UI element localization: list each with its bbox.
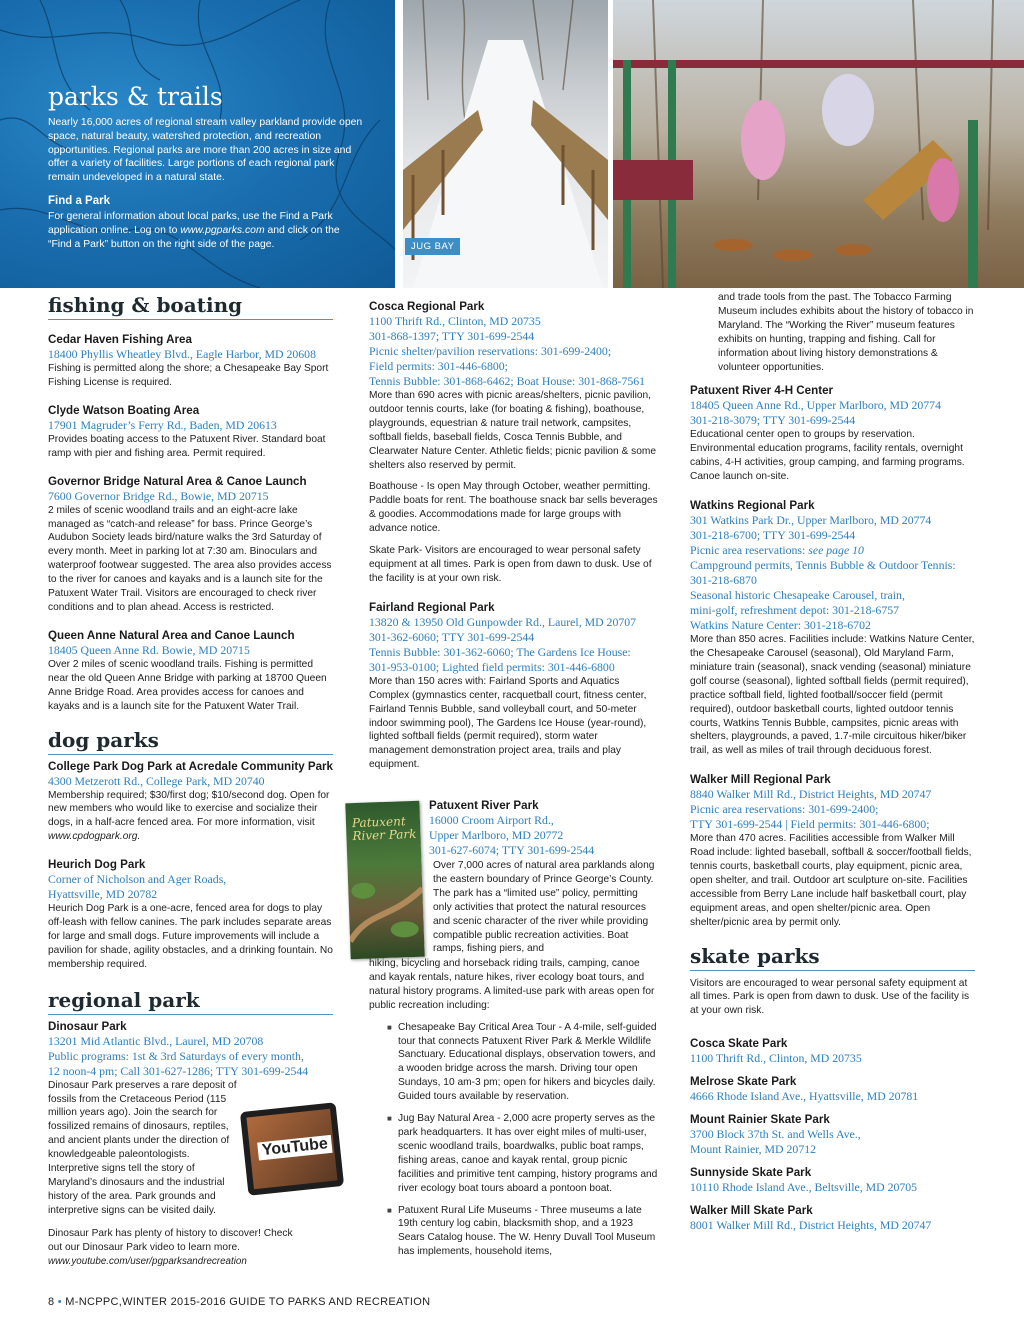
entry-body: Over 7,000 acres of natural area parklands along the eastern boundary of Prince George’s County. The park has a “limited use” policy, permitting only activities that protect the natural resources and scenic character of the river while providing compatible public recreation activities. Boat ramps, fishing piers, and <box>433 860 655 955</box>
skatepark-title: Mount Rainier Skate Park <box>690 1113 830 1127</box>
entry-title: Governor Bridge Natural Area & Canoe Launch <box>48 474 307 488</box>
entry-body: More than 690 acres with picnic areas/shelters, picnic pavilion, outdoor tennis courts, lake (for boating & fishing), boathouse, playgrounds, equestrian & nature trail network, campsites, softball fields, baseball fields, Cosca Tennis Bubble, and Clearwater Nature Center. Athletic fields; picnic pavilion & some shelters also reserved by permit. <box>369 390 657 471</box>
entry-body: Membership required; $30/first dog; $10/second dog. Open for new members who would like to exercise and socialize their dogs, in a half-acre fenced area. For more information, visit www.cpdogpark.org. <box>48 789 330 843</box>
patuxent-continued <box>369 957 659 1259</box>
entry-address: 301-218-3079; TTY 301-699-2544 <box>690 413 856 428</box>
entry-address: Picnic area reservations: 301-699-2400; <box>690 802 879 817</box>
entry-address: 301-627-6074; TTY 301-699-2544 <box>429 843 595 857</box>
section-title-skate-parks: skate parks <box>690 944 975 971</box>
entry-address: 301-868-1397; TTY 301-699-2544 <box>369 329 535 343</box>
entry-address: Tennis Bubble: 301-362-6060; The Gardens Ice House: <box>369 644 631 659</box>
skatepark-title: Melrose Skate Park <box>690 1075 797 1089</box>
find-park-heading: Find a Park <box>48 195 110 207</box>
entry-address: 18405 Queen Anne Rd. Bowie, MD 20715 <box>48 642 250 657</box>
skatepark-address: Mount Rainier, MD 20712 <box>690 1142 817 1157</box>
youtube-logo-icon: YouTube <box>257 1135 333 1161</box>
entry-title: Heurich Dog Park <box>48 858 146 872</box>
entry-address: mini-golf, refreshment depot: 301-218-6757 <box>690 603 900 618</box>
entry-address: 16000 Croom Airport Rd., <box>429 813 554 827</box>
entry-address: 301 Watkins Park Dr., Upper Marlboro, MD 20774 <box>690 513 932 528</box>
entry-address: Picnic shelter/pavilion reservations: 301-699-2400; <box>369 344 612 358</box>
intro-text: Nearly 16,000 acres of regional stream valley parkland provide open space, natural beauty, watershed protection, and recreation opportunities. Regional parks are more than 200 acres in size and offer a variety of facilities. Large portions of each regional park remain undeveloped in a natural state. <box>48 117 363 184</box>
entry-body: Educational center open to groups by reservation. Environmental education programs, facility rentals, overnight cabins, 4-H activities, group camping, and farming programs. Canoe launch on-site. <box>690 429 965 483</box>
boathouse-text: Boathouse - Is open May through October, weather permitting. Paddle boats for rent. The boathouse snack bar sells beverages & goodies. Accommodations made for large groups with advance notice. <box>369 481 658 535</box>
entry-title: Watkins Regional Park <box>690 499 815 513</box>
entry-title: Patuxent River Park <box>429 799 539 812</box>
entry-address: 17901 Magruder’s Ferry Rd., Baden, MD 20613 <box>48 417 277 432</box>
page-title: parks & trails <box>48 82 223 111</box>
entry-title: Patuxent River 4-H Center <box>690 384 834 398</box>
entry-address: 301-218-6870 <box>690 573 757 588</box>
skate-intro: Visitors are encouraged to wear personal safety equipment at all times. Park is open from dawn to dusk. Use of the facility is at your own risk. <box>690 977 970 1017</box>
skatepark-title: Sunnyside Skate Park <box>690 1166 812 1180</box>
page-number: 8 <box>48 1296 55 1308</box>
entry-title: Cosca Regional Park <box>369 300 485 313</box>
entry-address: 13201 Mid Atlantic Blvd., Laurel, MD 20708 <box>48 1033 264 1048</box>
entry-address: Hyattsville, MD 20782 <box>48 887 158 902</box>
entry-address: 13820 & 13950 Old Gunpowder Rd., Laurel, MD 20707 <box>369 614 637 629</box>
entry-address: 8840 Walker Mill Rd., District Heights, MD 20747 <box>690 787 932 802</box>
entry-address: Seasonal historic Chesapeake Carousel, train, <box>690 588 905 603</box>
entry-title: Fairland Regional Park <box>369 600 495 614</box>
entry-address: 301-218-6700; TTY 301-699-2544 <box>690 528 856 543</box>
skatepark-address: 1100 Thrift Rd., Clinton, MD 20735 <box>690 1051 862 1066</box>
entry-title: College Park Dog Park at Acredale Community Park <box>48 759 334 773</box>
entry-address: Field permits: 301-446-6800; <box>369 359 508 373</box>
youtube-link[interactable]: www.youtube.com/user/pgparksandrecreation <box>48 1255 247 1267</box>
bullet-icon: • <box>57 1296 62 1308</box>
entry-address: TTY 301-699-2544 | Field permits: 301-446-6800; <box>690 817 930 832</box>
youtube-tablet[interactable] <box>244 1107 344 1199</box>
skatepark-title: Cosca Skate Park <box>690 1037 788 1051</box>
skatepark-address: 10110 Rhode Island Ave., Beltsville, MD 20705 <box>690 1180 918 1195</box>
skatepark-address: 3700 Block 37th St. and Wells Ave., <box>690 1127 861 1142</box>
footer-text: M-NCPPC,WINTER 2015-2016 GUIDE TO PARKS AND RECREATION <box>65 1296 431 1308</box>
entry-body: More than 850 acres. Facilities include: Watkins Nature Center, the Chesapeake Carousel (seasonal), Old Maryland Farm, miniature train (seasonal), snack vending (seasonal) miniature golf course (seasonal), lighted softball fields (permit required), practice softball field, lighted football/soccer field (permit required), outdoor basketball courts, lighted outdoor tennis courts, Watkins Tennis Bubble, campsites, picnic areas with shelters, playgrounds, a paved, 1.7-mile circuitous hiker/biker trail, as well as miles of trail through deciduous forest. <box>690 634 975 757</box>
patuxent-guide-cover: Patuxent River Park <box>345 801 424 959</box>
entry-address: Tennis Bubble: 301-868-6462; Boat House: 301-868-7561 <box>369 374 646 388</box>
entry-body: YouTube Dinosaur Park preserves a rare deposit of fossils from the Cretaceous Period (115 million years ago). Join the search for fossilized remains of dinosaurs, reptiles, and ancient plants under the direction of knowledgeable paleontologists. Interpretive signs tell the story of Maryland’s dinosaurs and the industrial history of the area. Park grounds and interpretive signs can be visited daily. <box>48 1079 338 1218</box>
find-park-text: For general information about local parks, use the Find a Park application online. Log on to www.pgparks.com and click on the “Find a Park” button on the right side of the page. <box>48 211 340 250</box>
entry-title: Walker Mill Regional Park <box>690 773 831 787</box>
pgparks-link[interactable]: www.pgparks.com <box>180 224 265 236</box>
entry-title: Dinosaur Park <box>48 1019 127 1033</box>
entry-body: More than 150 acres with: Fairland Sports and Aquatics Complex (gymnastics center, racquetball court, fitness center, Fairland Tennis Bubble, sand volleyball court, and 50-meter indoor swimming pool), The Gardens Ice House (year-round), lighted softball fields (permit required), storm water management demonstration project area, trails and play equipment. <box>369 675 647 771</box>
entry-address: Campground permits, Tennis Bubble & Outdoor Tennis: <box>690 558 956 573</box>
page-footer <box>48 1296 430 1308</box>
entry-body: Provides boating access to the Patuxent River. Standard boat ramp with pier and fishing area. Permit required. <box>48 433 326 459</box>
entry-address: Public programs: 1st & 3rd Saturdays of every month, <box>48 1048 304 1063</box>
museums-continued: and trade tools from the past. The Tobacco Farming Museum includes exhibits about the history of tobacco in Maryland. The “Working the River” museum features exhibits on hunting, trapping and fishing. Call for information about living history demonstrations & volunteer opportunities. <box>718 292 974 373</box>
entry-body: 2 miles of scenic woodland trails and an eight-acre lake managed as “catch-and release” for bass. Prince George’s Audubon Society leads bird/nature walks the 3rd Saturday of every month. Meet in parking lot at 7:30 am. Binoculars and waterproof footwear suggested. The area also provides access to the river for canoes and kayaks and is a launch site for the Patuxent Water Trail. Visitors are encouraged to check river conditions and to plan ahead. Access is restricted. <box>48 504 332 613</box>
cpdogpark-link[interactable]: www.cpdogpark.org. <box>48 831 141 843</box>
entry-address: Watkins Nature Center: 301-218-6702 <box>690 618 871 633</box>
entry-address: 4300 Metzerott Rd., College Park, MD 20740 <box>48 773 265 788</box>
entry-address: Upper Marlboro, MD 20772 <box>429 828 564 842</box>
entry-body: Over 2 miles of scenic woodland trails. Fishing is permitted near the old Queen Anne Bridge with parking at 18700 Queen Anne Bridge Road. Area provides access for canoes and kayaks and is a launch site for the Patuxent Water Trail. <box>48 658 327 712</box>
list-item: ■ Patuxent Rural Life Museums - Three museums a late 19th century log cabin, blacksmith shop, and a 1923 Sears Catalog house. The W. Henry Duvall Tool Museum has implements, household items, <box>387 1204 659 1260</box>
entry-body: hiking, bicycling and horseback riding trails, camping, canoe and kayak rentals, nature hikes, river ecology boat tours, and natural history programs. A limited-use park with areas open for public recreation including: <box>369 958 655 1011</box>
entry-address: 12 noon-4 pm; Call 301-627-1286; TTY 301-699-2544 <box>48 1063 309 1078</box>
skate-text: Skate Park- Visitors are encouraged to wear personal safety equipment at all times. Park is open from dawn to dusk. Use of the facility is at your own risk. <box>369 545 652 584</box>
list-item: ■ Chesapeake Bay Critical Area Tour - A 4-mile, self-guided tour that connects Patuxent River Park & Merkle Wildlife Sanctuary. Educational displays, observation towers, and a wooden bridge across the marsh. Driving tour open Sundays, 10 am-3 pm; open for hikers and bicycles daily. Guided tours available by reservation. <box>387 1021 659 1104</box>
entry-address: 18400 Phyllis Wheatley Blvd., Eagle Harbor, MD 20608 <box>48 347 316 361</box>
column-2 <box>369 299 659 772</box>
entry-address: Picnic area reservations: see page 10 <box>690 543 864 558</box>
skatepark-address: 4666 Rhode Island Ave., Hyattsville, MD 20781 <box>690 1089 919 1104</box>
column-1 <box>48 293 333 1268</box>
entry-address: 301-953-0100; Lighted field permits: 301-446-6800 <box>369 659 615 674</box>
patuxent-entry <box>429 798 659 858</box>
entry-address: Corner of Nicholson and Ager Roads, <box>48 872 227 887</box>
section-title-fishing: fishing & boating <box>48 293 333 320</box>
list-item: ■ Jug Bay Natural Area - 2,000 acre property serves as the park headquarters. It has over eight miles of multi-user, scenic woodland trails, boardwalks, public boat ramps, fishing areas, canoe and kayak rental, group picnic facilities and primitive tent camping, history programs and river ecology boat tours aboard a pontoon boat. <box>387 1112 659 1195</box>
column-3 <box>690 291 975 1233</box>
section-title-regional-park: regional park <box>48 988 333 1015</box>
entry-body: Heurich Dog Park is a one-acre, fenced area for dogs to play off-leash with fellow canines. The park includes separate areas for large and small dogs. Future improvements will include a pavilion for shade, agility obstacles, and a drinking fountain. No membership required. <box>48 903 333 970</box>
skatepark-title: Walker Mill Skate Park <box>690 1204 813 1218</box>
entry-title: Queen Anne Natural Area and Canoe Launch <box>48 628 295 642</box>
entry-title: Clyde Watson Boating Area <box>48 403 200 417</box>
section-title-dog-parks: dog parks <box>48 728 333 755</box>
promo-text: Dinosaur Park has plenty of history to discover! Check out our Dinosaur Park video to learn more. <box>48 1227 293 1253</box>
photo-caption: JUG BAY <box>405 238 460 255</box>
entry-body: More than 470 acres. Facilities accessible from Walker Mill Road include: lighted baseball, softball & soccer/football fields, tennis courts, basketball courts, play equipment, picnic area, open shelter, and trail. Outdoor art sculpture on-site. Facilities accessible from Berry Lane include half basketball court, play equipment areas, and open shelter/picnic area. Open shelter/picnic area by permit only. <box>690 833 972 928</box>
skatepark-address: 8001 Walker Mill Rd., District Heights, MD 20747 <box>690 1218 932 1233</box>
entry-address: 301-362-6060; TTY 301-699-2544 <box>369 629 535 644</box>
entry-address: 7600 Governor Bridge Rd., Bowie, MD 20715 <box>48 488 269 503</box>
entry-title: Cedar Haven Fishing Area <box>48 333 192 346</box>
playground-photo <box>613 0 1024 288</box>
entry-address: 18405 Queen Anne Rd., Upper Marlboro, MD 20774 <box>690 398 941 413</box>
entry-address: 1100 Thrift Rd., Clinton, MD 20735 <box>369 314 541 328</box>
entry-body: Fishing is permitted along the shore; a Chesapeake Bay Sport Fishing License is required. <box>48 363 329 388</box>
